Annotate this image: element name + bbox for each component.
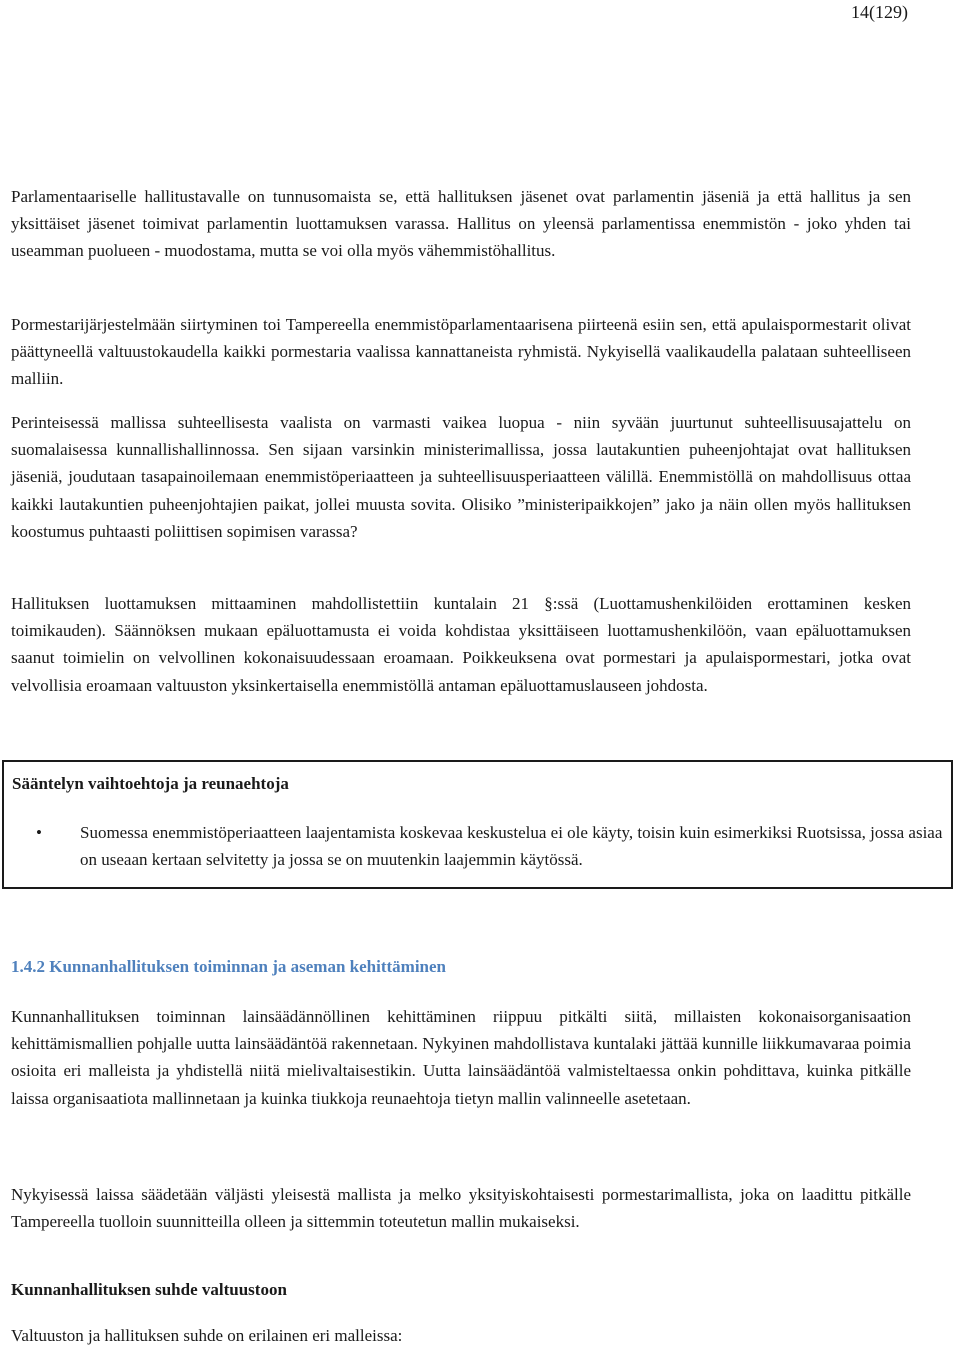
paragraph-current-law: Nykyisessä laissa säädetään väljästi yleisestä mallista ja melko yksityiskohtaisesti pormestarimallista, joka on laadittu pitkälle Tampereella tuolloin suunnitteilla olleen ja sittemmin toteutetun mallin mukaiseksi. xyxy=(11,1185,911,1232)
page-number: 14(129) xyxy=(851,2,908,22)
regulation-options-box xyxy=(2,760,953,889)
paragraph-mayor-system: Pormestarijärjestelmään siirtyminen toi Tampereella enemmistöparlamentaarisena piirteenä esiin sen, että apulaispormestarit olivat päättyneellä valtuustokaudella kaikki pormestaria vaalissa kannattaneista ryhmistä. Nykyisellä vaalikaudella palataan suhteelliseen malliin. xyxy=(11,315,911,389)
paragraph-council-relation: Valtuuston ja hallituksen suhde on erilainen eri malleissa: xyxy=(11,1326,403,1345)
box-title: Sääntelyn vaihtoehtoja ja reunaehtoja xyxy=(12,774,289,793)
list-item-text: Suomessa enemmistöperiaatteen laajentamista koskevaa keskustelua ei ole käyty, toisin kuin esimerkiksi Ruotsissa, jossa asiaa on useaan kertaan selvitetty ja jossa se on muutenkin laajemmin käytössä. xyxy=(80,823,943,870)
paragraph-confidence-measurement: Hallituksen luottamuksen mittaaminen mahdollistettiin kuntalain 21 §:ssä (Luottamushenkilöiden erottaminen kesken toimikauden). Säännöksen mukaan epäluottamusta ei voida kohdistaa yksittäiseen luottamushenkilöön, vaan epäluottamuksen saanut toimielin on velvollinen kokonaisuudessaan eroamaan. Poikkeuksena ovat pormestari ja apulaispormestari, jotka ovat velvollisia eroamaan valtuuston yksinkertaisella enemmistöllä antaman epäluottamuslauseen johdosta. xyxy=(11,594,911,695)
sub-heading: Kunnanhallituksen suhde valtuustoon xyxy=(11,1280,287,1299)
section-heading: 1.4.2 Kunnanhallituksen toiminnan ja aseman kehittäminen xyxy=(11,957,447,976)
box-bullet-list xyxy=(32,819,944,873)
paragraph-legislative-development: Kunnanhallituksen toiminnan lainsäädännöllinen kehittäminen riippuu pitkälti siitä, millaisten kokonaisorganisaation kehittämismallien pohjalle uutta lainsäädäntöä rakennetaan. Nykyinen mahdollistava kuntalaki jättää kunnille liikkumavaraa poimia osioita eri malleista ja yhdistellä niitä mielivaltaisestikin. Uutta lainsäädäntöä valmisteltaessa onkin pohdittava, kuinka pitkälle laissa organisaatiota mallinnetaan ja kuinka tiukkoja reunaehtoja tietyn mallin valinneelle asetetaan. xyxy=(11,1007,911,1108)
list-item xyxy=(32,819,944,873)
bullet-icon: • xyxy=(36,823,42,842)
paragraph-parliamentary-government: Parlamentaariselle hallitustavalle on tunnusomaista se, että hallituksen jäsenet ovat parlamentin jäseniä ja että hallitus ja sen yksittäiset jäsenet toimivat parlamentin luottamuksen varassa. Hallitus on yleensä parlamentissa enemmistön - joko yhden tai useamman puolueen - muodostama, mutta se voi olla myös vähemmistöhallitus. xyxy=(11,187,911,261)
paragraph-traditional-model: Perinteisessä mallissa suhteellisesta vaalista on varmasti vaikea luopua - niin syvään juurtunut suhteellisuusajattelu on suomalaisessa kunnallishallinnossa. Sen sijaan varsinkin ministerimallissa, jossa lautakuntien puheenjohtajat ovat hallituksen jäseniä, joudutaan tasapainoilemaan enemmistöperiaatteen ja suhteellisuusperiaatteen välillä. Enemmistöllä on mahdollisuus ottaa kaikki lautakuntien puheenjohtajien paikat, jollei muusta sovita. Olisiko ”ministeripaikkojen” jako ja näin ollen myös hallituksen koostumus puhtaasti poliittisen sopimisen varassa? xyxy=(11,413,911,541)
